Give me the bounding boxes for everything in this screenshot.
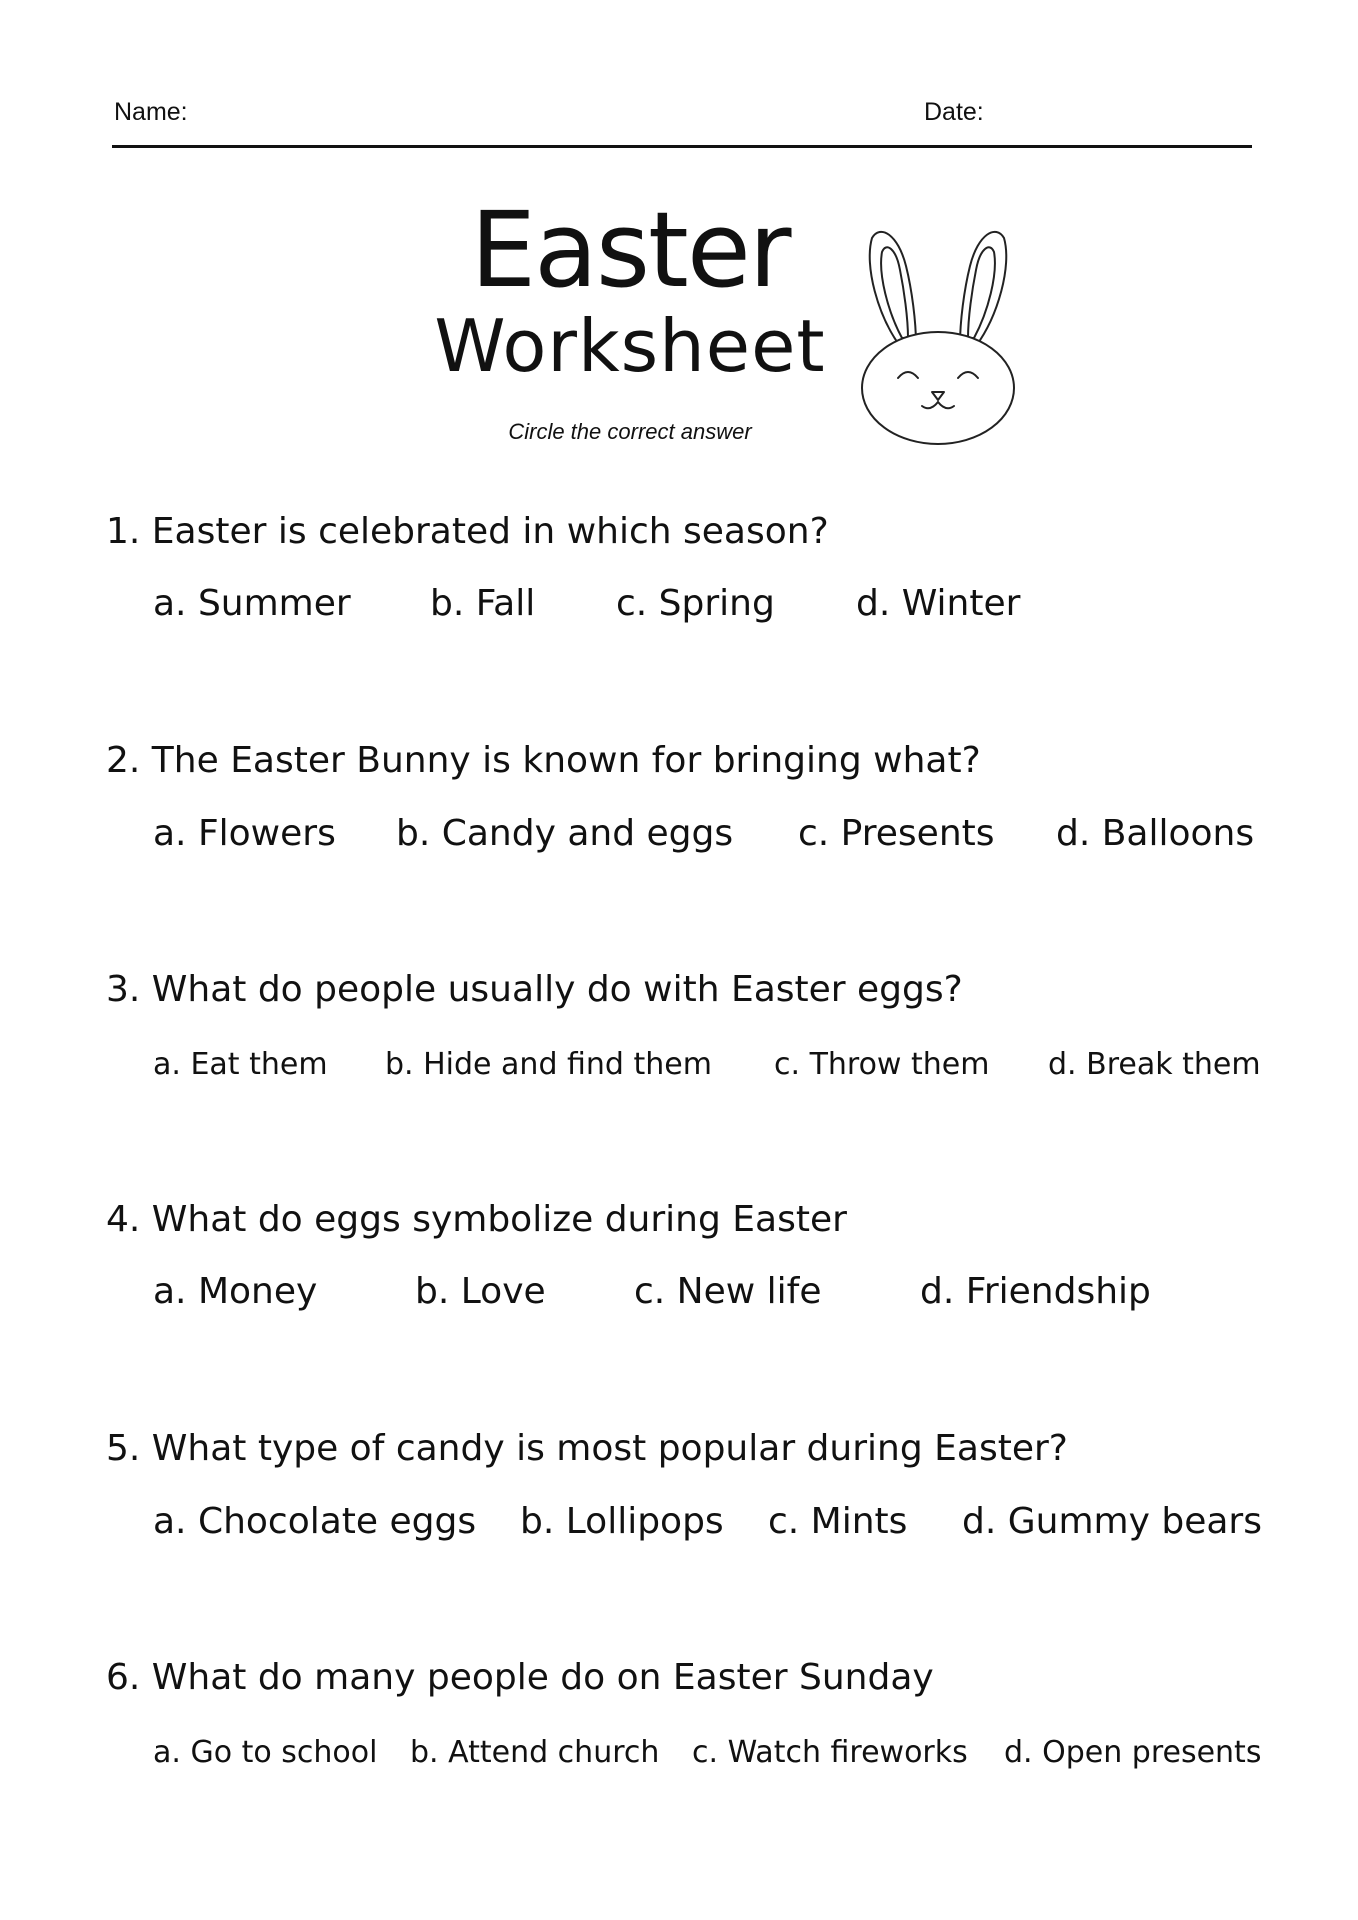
- bunny-face-icon: [858, 226, 1018, 448]
- q2-answer-d[interactable]: d. Balloons: [1056, 813, 1255, 854]
- q5-answer-d[interactable]: d. Gummy bears: [962, 1501, 1262, 1542]
- q5-answer-c[interactable]: c. Mints: [768, 1501, 908, 1542]
- question-3: 3. What do people usually do with Easter eggs?: [106, 969, 963, 1010]
- q6-answer-c[interactable]: c. Watch fireworks: [692, 1735, 968, 1770]
- name-label: Name:: [114, 98, 188, 126]
- q1-answer-c[interactable]: c. Spring: [616, 583, 775, 624]
- title-worksheet: Worksheet: [434, 304, 826, 388]
- q4-answer-b[interactable]: b. Love: [415, 1271, 546, 1312]
- q3-answer-d[interactable]: d. Break them: [1048, 1047, 1261, 1082]
- q5-answer-b[interactable]: b. Lollipops: [520, 1501, 724, 1542]
- q2-answer-a[interactable]: a. Flowers: [153, 813, 336, 854]
- question-2: 2. The Easter Bunny is known for bringing what?: [106, 740, 981, 781]
- q6-answer-b[interactable]: b. Attend church: [410, 1735, 660, 1770]
- question-6: 6. What do many people do on Easter Sunday: [106, 1657, 934, 1698]
- q4-answer-a[interactable]: a. Money: [153, 1271, 318, 1312]
- q2-answer-b[interactable]: b. Candy and eggs: [396, 813, 734, 854]
- q4-answer-d[interactable]: d. Friendship: [920, 1271, 1151, 1312]
- q3-answer-c[interactable]: c. Throw them: [774, 1047, 990, 1082]
- question-4: 4. What do eggs symbolize during Easter: [106, 1199, 847, 1240]
- q1-answer-b[interactable]: b. Fall: [430, 583, 536, 624]
- q1-answer-a[interactable]: a. Summer: [153, 583, 351, 624]
- name-date-line: [112, 145, 1252, 148]
- q1-answer-d[interactable]: d. Winter: [856, 583, 1021, 624]
- question-1: 1. Easter is celebrated in which season?: [106, 511, 829, 552]
- q5-answer-a[interactable]: a. Chocolate eggs: [153, 1501, 477, 1542]
- q2-answer-c[interactable]: c. Presents: [798, 813, 995, 854]
- date-label: Date:: [924, 98, 984, 126]
- q3-answer-b[interactable]: b. Hide and find them: [385, 1047, 712, 1082]
- title-easter: Easter: [470, 189, 790, 311]
- q6-answer-a[interactable]: a. Go to school: [153, 1735, 378, 1770]
- q6-answer-d[interactable]: d. Open presents: [1004, 1735, 1262, 1770]
- q3-answer-a[interactable]: a. Eat them: [153, 1047, 328, 1082]
- instructions-subtitle: Circle the correct answer: [508, 419, 752, 444]
- q4-answer-c[interactable]: c. New life: [634, 1271, 822, 1312]
- question-5: 5. What type of candy is most popular during Easter?: [106, 1428, 1068, 1469]
